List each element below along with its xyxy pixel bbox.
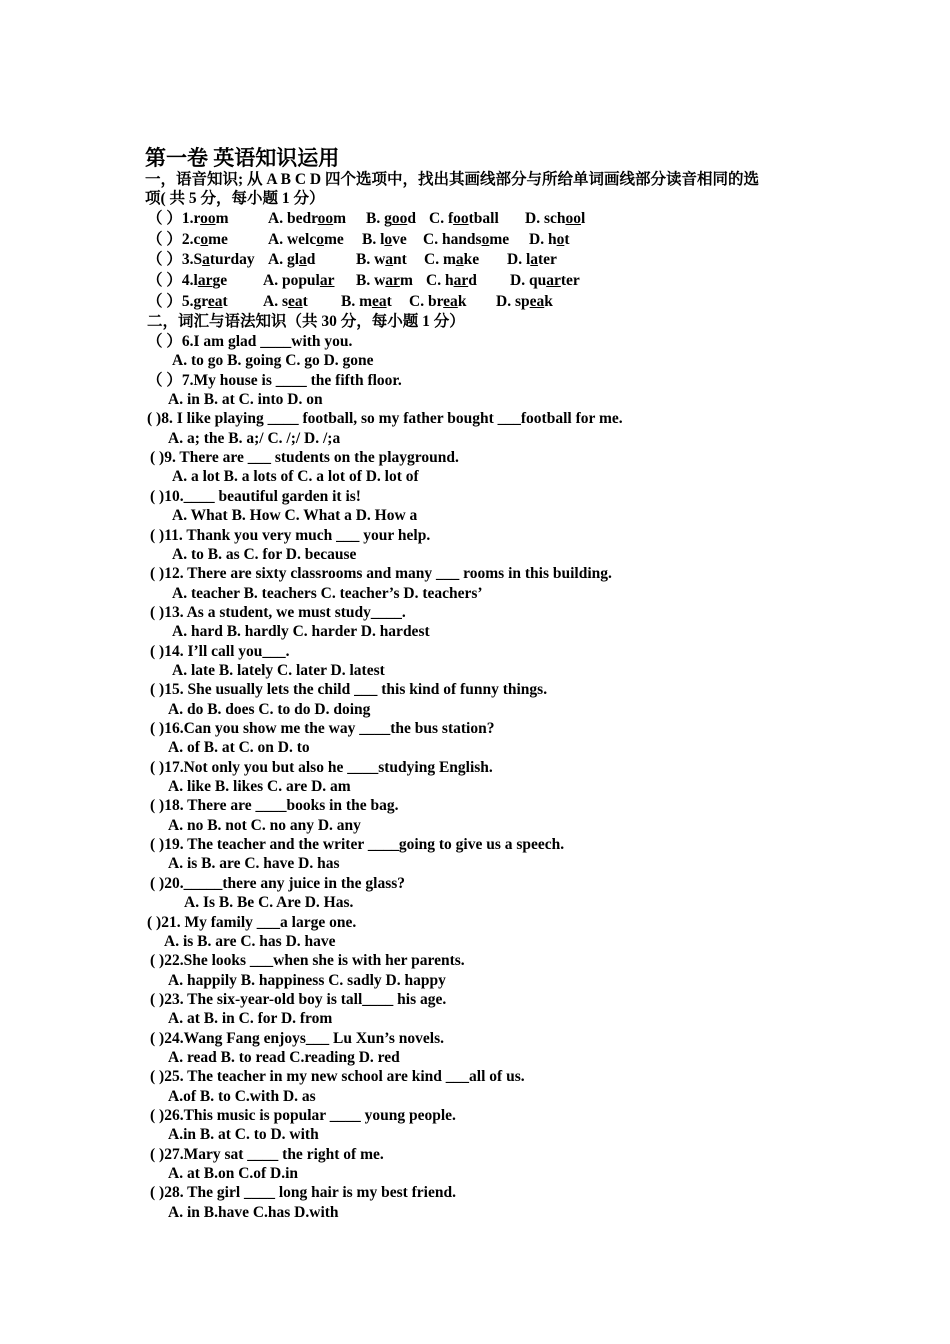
question-stem: ( )24.Wang Fang enjoys___ Lu Xun’s novels. — [150, 1030, 444, 1047]
option-word-underlined: a — [385, 251, 394, 268]
question-stem: ( )14. I’ll call you___. — [150, 643, 290, 660]
question-word-underlined: oo — [200, 210, 216, 227]
option-word-text: A. gl — [268, 251, 299, 268]
section2-heading: 二，词汇与语法知识（共 30 分，每小题 1 分） — [147, 313, 465, 330]
question-word-underlined: o — [200, 231, 209, 248]
phonetics-option — [426, 271, 477, 290]
question-stem: （ ）6.I am glad ____with you. — [147, 333, 353, 350]
question-stem: ( )26.This music is popular ____ young people. — [150, 1107, 456, 1124]
question-stem: ( )15. She usually lets the child ___ this kind of funny things. — [150, 681, 548, 698]
question-word-text: （ ）1.r — [147, 210, 201, 227]
question-stem: ( )8. I like playing ____ football, so my father bought ___football for me. — [147, 410, 623, 427]
answer-options: A.in B. at C. to D. with — [168, 1126, 319, 1143]
option-word-rest: d — [468, 272, 477, 289]
phonetics-option — [362, 230, 407, 249]
option-word-text: D. sch — [525, 210, 566, 227]
question-stem: ( )23. The six-year-old boy is tall____ his age. — [150, 991, 447, 1008]
option-word-rest: t — [564, 231, 570, 248]
option-word-rest: ter — [560, 272, 580, 289]
page-title: 第一卷 英语知识运用 — [145, 146, 340, 170]
option-word-underlined: ar — [385, 272, 400, 289]
option-word-text: C. m — [424, 251, 456, 268]
question-stem: ( )9. There are ___ students on the playground. — [150, 449, 459, 466]
answer-options: A. in B. at C. into D. on — [168, 391, 323, 408]
answer-options: A. no B. not C. no any D. any — [168, 817, 361, 834]
question-word-text: （ ）4.l — [147, 272, 198, 289]
phonetics-option — [366, 209, 416, 228]
phonetics-option — [409, 292, 466, 311]
phonetics-option — [356, 250, 407, 269]
question-word-rest: ge — [212, 272, 228, 289]
question-word-rest: me — [208, 231, 228, 248]
option-word-rest: m — [333, 210, 347, 227]
option-word-underlined: oo — [565, 210, 581, 227]
option-word-underlined: ea — [443, 293, 458, 310]
option-word-rest: me — [489, 231, 510, 248]
option-word-rest: tball — [468, 210, 499, 227]
phonetics-option — [268, 209, 346, 228]
option-word-rest: ke — [463, 251, 480, 268]
option-word-rest: ve — [392, 231, 407, 248]
question-stem: ( )18. There are ____books in the bag. — [150, 797, 399, 814]
answer-options: A. late B. lately C. later D. latest — [172, 662, 385, 679]
option-word-underlined: ar — [546, 272, 561, 289]
option-word-text: A. bedr — [268, 210, 318, 227]
option-word-text: B. m — [341, 293, 372, 310]
option-word-underlined: ar — [453, 272, 469, 289]
answer-options: A. teacher B. teachers C. teacher’s D. teachers’ — [172, 585, 483, 602]
question-stem: ( )25. The teacher in my new school are kind ___all of us. — [150, 1068, 525, 1085]
option-word-text: D. sp — [496, 293, 530, 310]
phonetics-option — [423, 230, 509, 249]
question-word-rest: m — [215, 210, 229, 227]
question-stem: （ ）7.My house is ____ the fifth floor. — [147, 372, 402, 389]
answer-options: A. hard B. hardly C. harder D. hardest — [172, 623, 430, 640]
answer-options: A. do B. does C. to do D. doing — [168, 701, 371, 718]
phonetics-question-stem — [147, 230, 228, 249]
option-word-text: C. hands — [423, 231, 482, 248]
section1-heading-line2: 项( 共 5 分，每小题 1 分） — [145, 190, 325, 207]
phonetics-option — [268, 250, 315, 269]
phonetics-option — [424, 250, 479, 269]
option-word-rest: d — [407, 210, 416, 227]
option-word-text: C. br — [409, 293, 444, 310]
answer-options: A. a lot B. a lots of C. a lot of D. lot of — [172, 468, 419, 485]
question-stem: ( )21. My family ___a large one. — [147, 914, 357, 931]
answer-options: A. is B. are C. has D. have — [164, 933, 336, 950]
answer-options: A. to go B. going C. go D. gone — [172, 352, 374, 369]
option-word-text: D. h — [529, 231, 557, 248]
answer-options: A. is B. are C. have D. has — [168, 855, 340, 872]
question-stem: ( )11. Thank you very much ___ your help. — [150, 527, 431, 544]
option-word-underlined: a — [299, 251, 307, 268]
answer-options: A.of B. to C.with D. as — [168, 1088, 316, 1105]
option-word-text: A. welc — [268, 231, 317, 248]
option-word-text: B. l — [362, 231, 385, 248]
option-word-rest: k — [544, 293, 553, 310]
question-word-text: （ ）5.gr — [147, 293, 208, 310]
question-word-underlined: ea — [207, 293, 223, 310]
option-word-underlined: o — [481, 231, 490, 248]
section1-heading-line1: 一，语音知识; 从 A B C D 四个选项中，找出其画线部分与所给单词画线部分读音相同的选 — [145, 171, 759, 188]
option-word-text: D. qu — [510, 272, 547, 289]
option-word-underlined: o — [556, 231, 565, 248]
answer-options: A. happily B. happiness C. sadly D. happy — [168, 972, 446, 989]
phonetics-option — [429, 209, 499, 228]
answer-options: A. of B. at C. on D. to — [168, 739, 310, 756]
question-stem: ( )17.Not only you but also he ____studying English. — [150, 759, 493, 776]
question-stem: ( )22.She looks ___when she is with her parents. — [150, 952, 465, 969]
question-stem: ( )19. The teacher and the writer ____going to give us a speech. — [150, 836, 565, 853]
answer-options: A. like B. likes C. are D. am — [168, 778, 351, 795]
option-word-underlined: o — [316, 231, 324, 248]
question-stem: ( )20._____there any juice in the glass? — [150, 875, 406, 892]
phonetics-option — [268, 230, 344, 249]
answer-options: A. read B. to read C.reading D. red — [168, 1049, 400, 1066]
question-stem: ( )16.Can you show me the way ____the bus station? — [150, 720, 495, 737]
phonetics-question-stem — [147, 209, 229, 228]
phonetics-option — [341, 292, 392, 311]
option-word-text: D. l — [507, 251, 531, 268]
option-word-underlined: o — [384, 231, 393, 248]
option-word-text: B. g — [366, 210, 392, 227]
option-word-text: C. h — [426, 272, 454, 289]
answer-options: A. at B.on C.of D.in — [168, 1165, 299, 1182]
option-word-rest: ter — [538, 251, 557, 268]
answer-options: A. at B. in C. for D. from — [168, 1010, 333, 1027]
option-word-underlined: ea — [287, 293, 303, 310]
option-word-underlined: oo — [391, 210, 408, 227]
option-word-rest: t — [302, 293, 308, 310]
option-word-text: A. popul — [263, 272, 320, 289]
question-stem: ( )13. As a student, we must study____. — [150, 604, 406, 621]
phonetics-option — [496, 292, 553, 311]
option-word-text: B. w — [356, 251, 386, 268]
phonetics-option — [263, 292, 308, 311]
phonetics-option — [356, 271, 413, 290]
option-word-rest: t — [386, 293, 392, 310]
option-word-text: B. w — [356, 272, 386, 289]
phonetics-question-stem — [147, 292, 228, 311]
option-word-text: A. s — [263, 293, 288, 310]
question-word-rest: t — [222, 293, 228, 310]
option-word-rest: me — [323, 231, 344, 248]
answer-options: A. a; the B. a;/ C. /;/ D. /;a — [168, 430, 341, 447]
option-word-underlined: a — [530, 251, 538, 268]
option-word-rest: m — [399, 272, 413, 289]
option-word-underlined: oo — [453, 210, 469, 227]
option-word-rest: l — [580, 210, 586, 227]
question-word-text: （ ）2.c — [147, 231, 201, 248]
option-word-rest: nt — [393, 251, 407, 268]
phonetics-question-stem — [147, 250, 255, 269]
option-word-underlined: a — [455, 251, 464, 268]
option-word-underlined: oo — [317, 210, 334, 227]
answer-options: A. Is B. Be C. Are D. Has. — [184, 894, 354, 911]
question-stem: ( )12. There are sixty classrooms and many ___ rooms in this building. — [150, 565, 612, 582]
option-word-rest: k — [457, 293, 467, 310]
option-word-text: C. f — [429, 210, 454, 227]
option-word-rest: d — [306, 251, 316, 268]
question-word-underlined: a — [202, 251, 210, 268]
option-word-underlined: ar — [319, 272, 335, 289]
phonetics-option — [525, 209, 585, 228]
phonetics-option — [529, 230, 570, 249]
phonetics-option — [510, 271, 580, 290]
question-stem: ( )28. The girl ____ long hair is my best friend. — [150, 1184, 456, 1201]
option-word-underlined: ea — [529, 293, 545, 310]
phonetics-question-stem — [147, 271, 227, 290]
answer-options: A. in B.have C.has D.with — [168, 1204, 339, 1221]
phonetics-option — [263, 271, 335, 290]
question-word-underlined: ar — [197, 272, 213, 289]
question-stem: ( )27.Mary sat ____ the right of me. — [150, 1146, 384, 1163]
question-stem: ( )10.____ beautiful garden it is! — [150, 488, 361, 505]
phonetics-option — [507, 250, 557, 269]
answer-options: A. What B. How C. What a D. How a — [172, 507, 418, 524]
option-word-underlined: ea — [372, 293, 387, 310]
question-word-rest: turday — [209, 251, 255, 268]
question-word-text: （ ）3.S — [147, 251, 203, 268]
answer-options: A. to B. as C. for D. because — [172, 546, 357, 563]
